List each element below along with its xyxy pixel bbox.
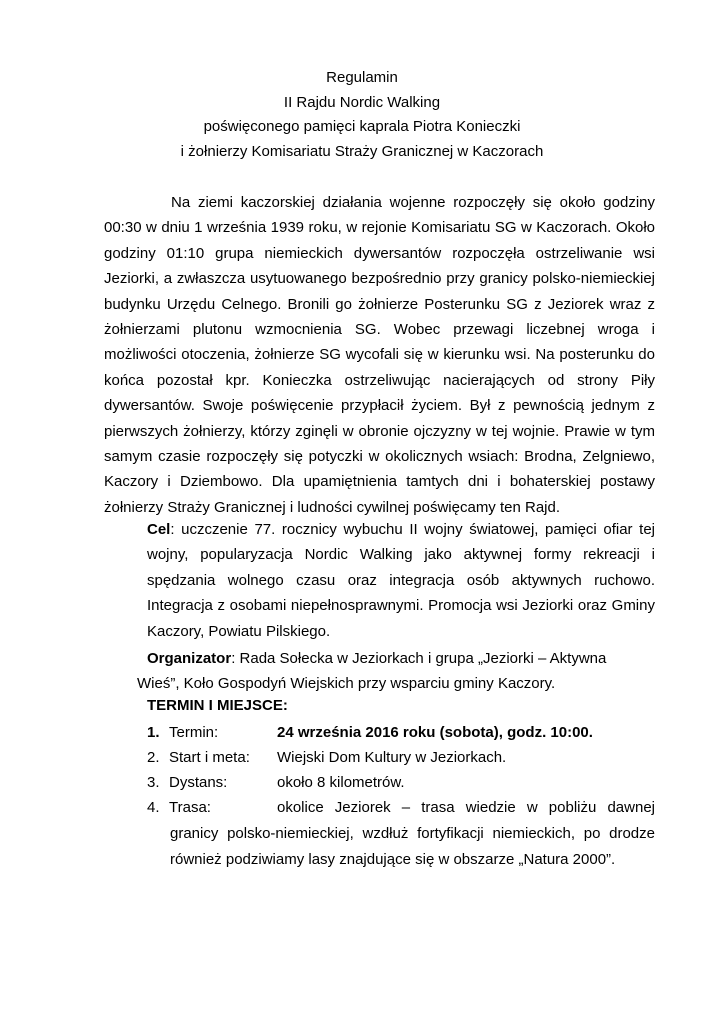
title-line-1: Regulamin <box>326 69 398 86</box>
title-line-4: i żołnierzy Komisariatu Straży Granicznej w Kaczorach <box>180 143 544 161</box>
list-item-number: 1. <box>147 724 160 741</box>
organizer-label: Organizator <box>147 650 232 667</box>
list-item-label: Dystans: <box>169 774 228 791</box>
organizer-paragraph <box>137 646 655 696</box>
list-item-value: okolice Jeziorek – trasa wiedzie w pobliżu dawnej granicy polsko-niemieckiej, wzdłuż fortyfikacji niemieckich, po drodze również podziwiamy lasy znajdujące się w obszarze „Natura 2000”. <box>170 799 655 868</box>
list-item-number: 3. <box>147 774 160 791</box>
intro-paragraph: Na ziemi kaczorskiej działania wojenne rozpoczęły się około godziny 00:30 w dniu 1 września 1939 roku, w rejonie Komisariatu SG w Kaczorach. Około godziny 01:10 grupa niemieckich dywersantów rozpoczęła ostrzeliwanie wsi Jeziorki, a zwłaszcza usytuowanego bezpośrednio przy granicy polsko-niemieckiej budynku Urzędu Celnego. Bronili go żołnierze Posterunku SG z Jeziorek wraz z żołnierzami plutonu wzmocnienia SG. Wobec przewagi liczebnej wroga i możliwości otoczenia, żołnierze SG wycofali się w kierunku wsi. Na posterunku do końca pozostał kpr. Konieczka ostrzeliwując nacierających od strony Piły dywersantów. Swoje poświęcenie przypłacił życiem. Był z pewnością jednym z pierwszych żołnierzy, którzy zginęli w obronie ojczyzny w tej wojnie. Prawie w tym samym czasie rozpoczęły się potyczki w okolicznych wsiach: Brodna, Zelgniewo, Kaczory i Dziembowo. Dla upamiętnienia tamtych dni i bohaterskiej postawy żołnierzy Straży Granicznej i ludności cywilnej poświęcamy ten Rajd. <box>104 194 655 516</box>
list-item-value: około 8 kilometrów. <box>277 774 405 791</box>
goal-paragraph <box>147 517 655 644</box>
list-item-number: 4. <box>147 799 160 816</box>
goal-label: Cel <box>147 521 171 538</box>
organizer-text-line-2: Wieś”, Koło Gospodyń Wiejskich przy wsparciu gminy Kaczory. <box>137 675 556 692</box>
list-item-value: 24 września 2016 roku (sobota), godz. 10:00. <box>277 724 593 741</box>
termin-heading: TERMIN I MIEJSCE: <box>147 697 288 714</box>
list-item-number: 2. <box>147 749 160 766</box>
organizer-text-line-1: : Rada Sołecka w Jeziorkach i grupa „Jeziorki – Aktywna <box>231 650 607 667</box>
goal-text: : uczczenie 77. rocznicy wybuchu II wojny światowej, pamięci ofiar tej wojny, popularyzacja Nordic Walking jako aktywnej formy rekreacji i spędzania wolnego czasu oraz integracja osób aktywnych ruchowo. Integracja z osobami niepełnosprawnymi. Promocja wsi Jeziorki oraz Gminy Kaczory, Powiatu Pilskiego. <box>147 521 655 640</box>
list-item-label: Start i meta: <box>169 749 250 766</box>
document-title <box>0 66 724 165</box>
title-line-2: II Rajdu Nordic Walking <box>283 93 441 111</box>
list-item-label: Termin: <box>169 724 219 741</box>
list-item-value: Wiejski Dom Kultury w Jeziorkach. <box>277 749 507 766</box>
list-item-label: Trasa: <box>169 799 211 816</box>
title-line-3: poświęconego pamięci kaprala Piotra Konieczki <box>203 118 521 136</box>
list-item-trasa <box>147 795 655 872</box>
